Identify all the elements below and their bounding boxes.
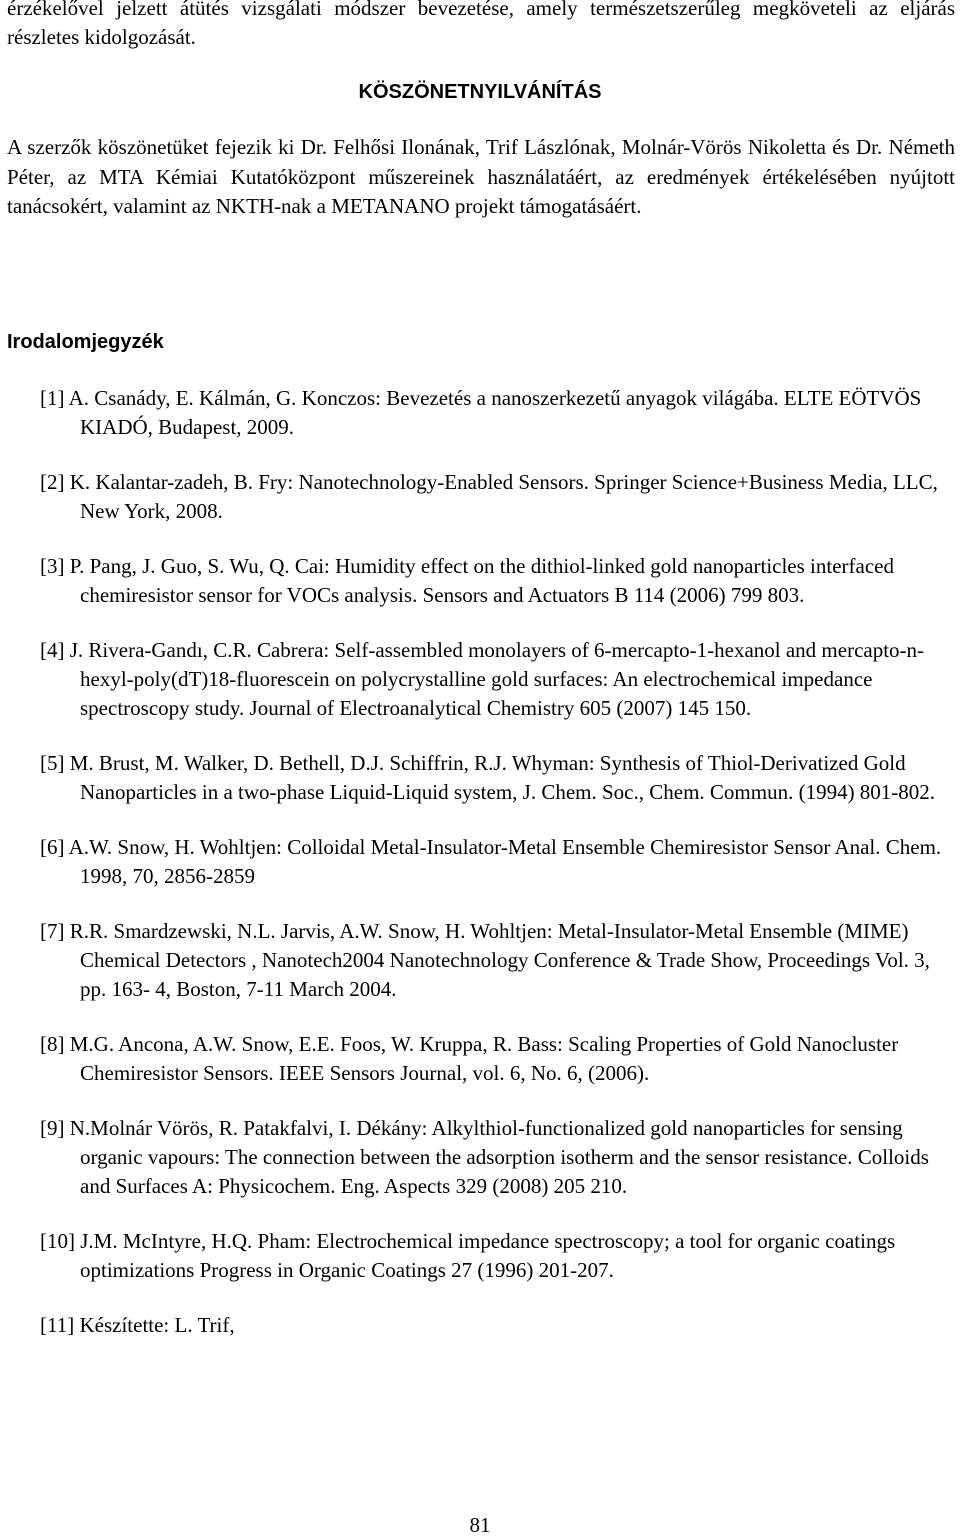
reference-text: R.R. Smardzewski, N.L. Jarvis, A.W. Snow, H. Wohltjen: Metal-Insulator-Metal Ensemble (MIME) Chemical Detectors , Nanotech2004 Nanotechnology Conference & Trade Show, Proceedings Vol. 3, pp. 163- 4, Boston, 7-11 March 2004. [69, 919, 930, 1001]
reference-item-8 [40, 1030, 958, 1088]
reference-item-9 [40, 1114, 958, 1201]
reference-number: [8] [40, 1032, 65, 1056]
reference-item-10 [40, 1227, 958, 1285]
reference-text: M. Brust, M. Walker, D. Bethell, D.J. Schiffrin, R.J. Whyman: Synthesis of Thiol-Derivatized Gold Nanoparticles in a two-phase Liquid-Liquid system, J. Chem. Soc., Chem. Commun. (1994) 801-802. [69, 751, 936, 804]
reference-item-1 [40, 384, 958, 442]
reference-text: A.W. Snow, H. Wohltjen: Colloidal Metal-Insulator-Metal Ensemble Chemiresistor Sensor Anal. Chem. 1998, 70, 2856-2859 [68, 835, 942, 888]
reference-number: [3] [40, 554, 65, 578]
reference-list [40, 384, 958, 1366]
reference-number: [10] [40, 1229, 75, 1253]
reference-number: [4] [40, 638, 65, 662]
reference-text: Készítette: L. Trif, [79, 1313, 235, 1337]
reference-item-5 [40, 749, 958, 807]
reference-item-7 [40, 917, 958, 1004]
reference-text: A. Csanády, E. Kálmán, G. Konczos: Bevezetés a nanoszerkezetű anyagok világába. ELTE EÖTVÖS KIADÓ, Budapest, 2009. [68, 386, 922, 439]
reference-item-2 [40, 468, 958, 526]
reference-number: [9] [40, 1116, 65, 1140]
reference-text: K. Kalantar-zadeh, B. Fry: Nanotechnology-Enabled Sensors. Springer Science+Business Media, LLC, New York, 2008. [69, 470, 938, 523]
reference-number: [6] [40, 835, 65, 859]
reference-item-6 [40, 833, 958, 891]
acknowledgement-paragraph: A szerzők köszönetüket fejezik ki Dr. Felhősi Ilonának, Trif Lászlónak, Molnár-Vörös Nikoletta és Dr. Németh Péter, az MTA Kémiai Kutatóközpont műszereinek használatáért, az eredmények értékelésében nyújtott tanácsokért, valamint az NKTH-nak a METANANO projekt támogatásáért. [7, 135, 955, 218]
reference-text: J. Rivera-Gandı, C.R. Cabrera: Self-assembled monolayers of 6-mercapto-1-hexanol and mercapto-n-hexyl-poly(dT)18-fluorescein on polycrystalline gold surfaces: An electrochemical impedance spectroscopy study. Journal of Electroanalytical Chemistry 605 (2007) 145 150. [69, 638, 925, 720]
reference-number: [2] [40, 470, 65, 494]
reference-text: P. Pang, J. Guo, S. Wu, Q. Cai: Humidity effect on the dithiol-linked gold nanoparticles interfaced chemiresistor sensor for VOCs analysis. Sensors and Actuators B 114 (2006) 799 803. [69, 554, 894, 607]
reference-number: [7] [40, 919, 65, 943]
acknowledgement-heading: KÖSZÖNETNYILVÁNÍTÁS [358, 81, 602, 103]
reference-item-4 [40, 636, 958, 723]
reference-number: [1] [40, 386, 65, 410]
intro-paragraph: érzékelővel jelzett átütés vizsgálati módszer bevezetése, amely természetszerűleg megköveteli az eljárás részletes kidolgozását. [7, 0, 955, 49]
reference-number: [5] [40, 751, 65, 775]
reference-text: M.G. Ancona, A.W. Snow, E.E. Foos, W. Kruppa, R. Bass: Scaling Properties of Gold Nanocluster Chemiresistor Sensors. IEEE Sensors Journal, vol. 6, No. 6, (2006). [69, 1032, 899, 1085]
page-number: 81 [469, 1513, 491, 1537]
reference-number: [11] [40, 1313, 75, 1337]
references-heading: Irodalomjegyzék [7, 331, 164, 353]
reference-item-11 [40, 1311, 958, 1340]
reference-item-3 [40, 552, 958, 610]
reference-text: J.M. McIntyre, H.Q. Pham: Electrochemical impedance spectroscopy; a tool for organic coatings optimizations Progress in Organic Coatings 27 (1996) 201-207. [80, 1229, 896, 1282]
reference-text: N.Molnár Vörös, R. Patakfalvi, I. Dékány: Alkylthiol-functionalized gold nanoparticles for sensing organic vapours: The connection between the adsorption isotherm and the sensor resistance. Colloids and Surfaces A: Physicochem. Eng. Aspects 329 (2008) 205 210. [69, 1116, 929, 1198]
